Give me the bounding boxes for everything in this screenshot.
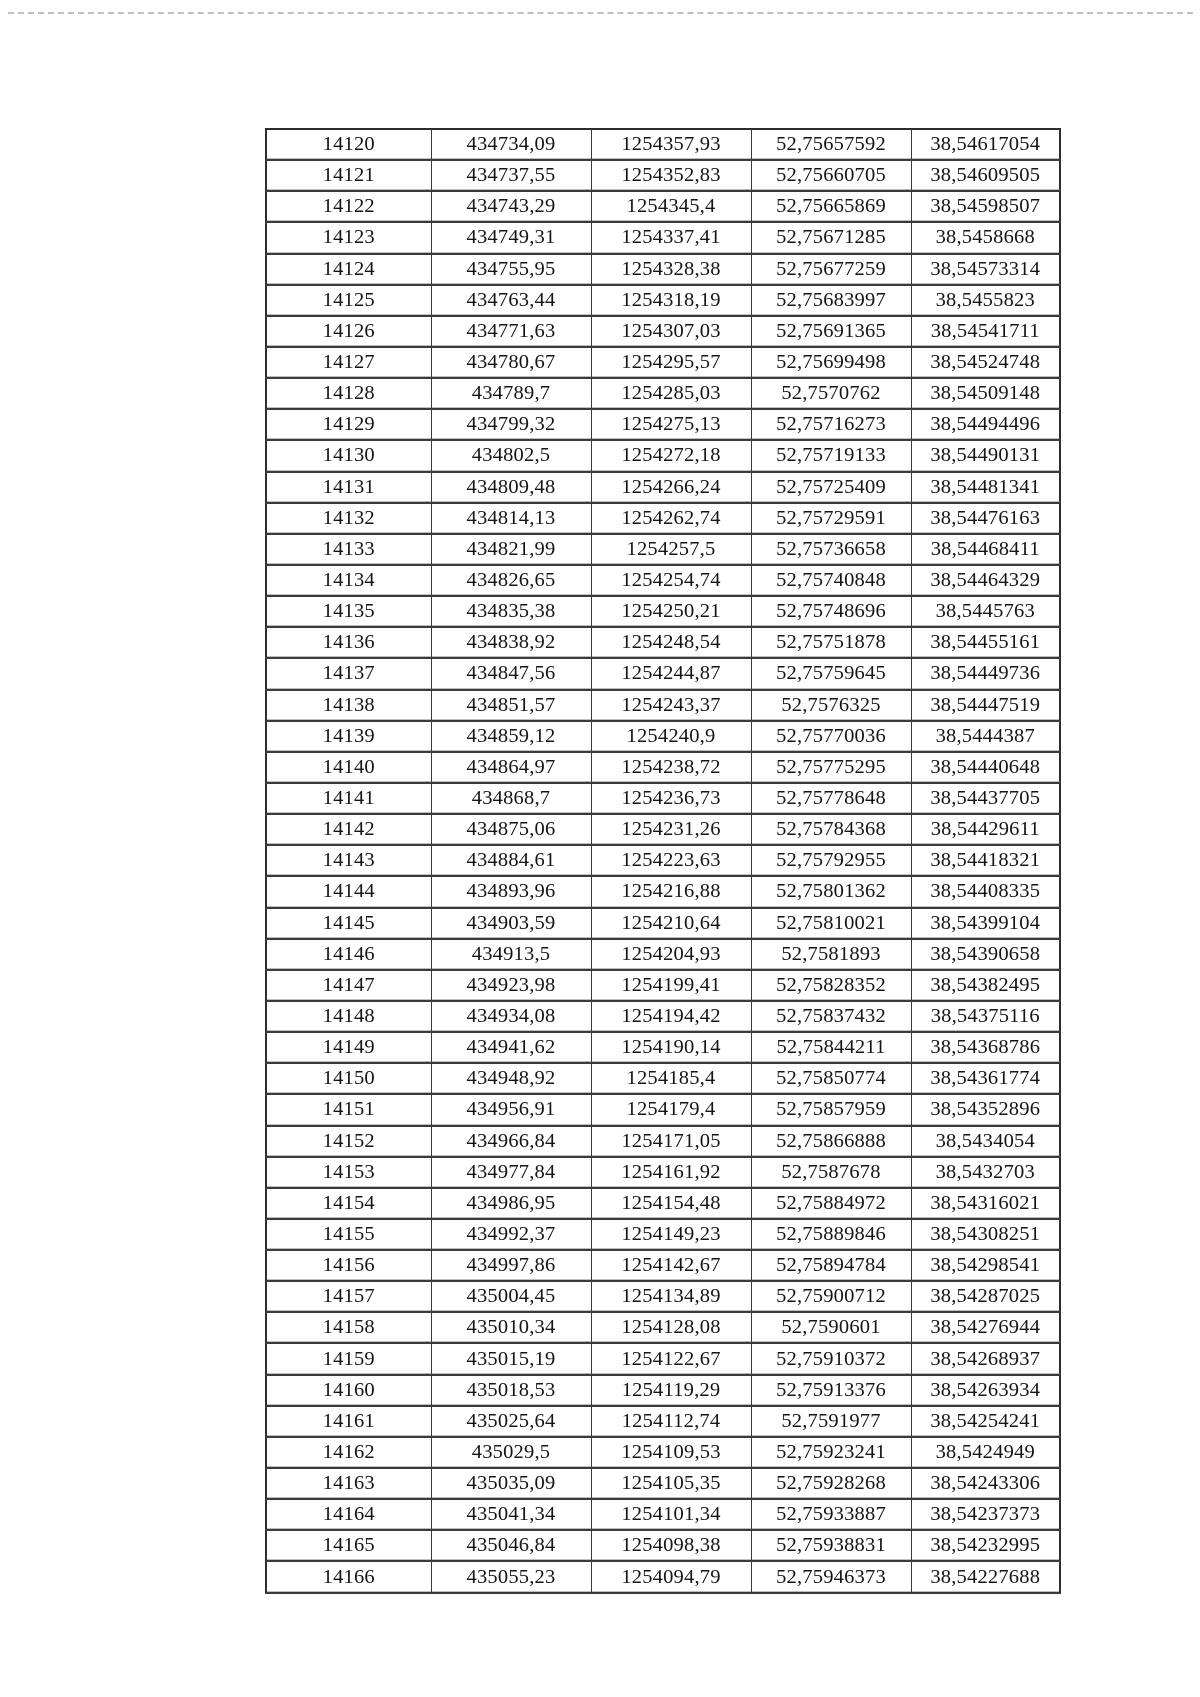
table-row [266, 752, 1060, 783]
cell-x-coordinate: 434875,06 [431, 814, 591, 845]
cell-longitude: 38,5444387 [911, 721, 1060, 752]
cell-y-coordinate: 1254098,38 [591, 1530, 751, 1561]
cell-longitude: 38,54447519 [911, 690, 1060, 721]
cell-longitude: 38,54464329 [911, 565, 1060, 596]
cell-point-number: 14130 [266, 440, 431, 471]
cell-longitude: 38,5455823 [911, 285, 1060, 316]
cell-latitude: 52,75778648 [751, 783, 911, 814]
cell-x-coordinate: 434814,13 [431, 503, 591, 534]
cell-longitude: 38,54598507 [911, 191, 1060, 222]
cell-x-coordinate: 434903,59 [431, 908, 591, 939]
cell-point-number: 14129 [266, 409, 431, 440]
cell-latitude: 52,75671285 [751, 222, 911, 253]
cell-latitude: 52,75683997 [751, 285, 911, 316]
cell-latitude: 52,75866888 [751, 1126, 911, 1157]
cell-x-coordinate: 434913,5 [431, 939, 591, 970]
cell-point-number: 14157 [266, 1281, 431, 1312]
cell-x-coordinate: 434934,08 [431, 1001, 591, 1032]
cell-longitude: 38,5434054 [911, 1126, 1060, 1157]
cell-y-coordinate: 1254240,9 [591, 721, 751, 752]
cell-x-coordinate: 434734,09 [431, 129, 591, 160]
cell-y-coordinate: 1254357,93 [591, 129, 751, 160]
cell-point-number: 14158 [266, 1312, 431, 1343]
cell-x-coordinate: 434859,12 [431, 721, 591, 752]
cell-latitude: 52,75716273 [751, 409, 911, 440]
cell-longitude: 38,54481341 [911, 472, 1060, 503]
cell-latitude: 52,7570762 [751, 378, 911, 409]
cell-y-coordinate: 1254231,26 [591, 814, 751, 845]
cell-longitude: 38,54468411 [911, 534, 1060, 565]
table-row [266, 627, 1060, 658]
cell-latitude: 52,75933887 [751, 1499, 911, 1530]
cell-x-coordinate: 434893,96 [431, 876, 591, 907]
table-row [266, 970, 1060, 1001]
cell-x-coordinate: 434763,44 [431, 285, 591, 316]
cell-point-number: 14159 [266, 1343, 431, 1374]
cell-y-coordinate: 1254272,18 [591, 440, 751, 471]
cell-latitude: 52,75770036 [751, 721, 911, 752]
cell-longitude: 38,54316021 [911, 1188, 1060, 1219]
cell-y-coordinate: 1254204,93 [591, 939, 751, 970]
cell-x-coordinate: 434884,61 [431, 845, 591, 876]
table-row [266, 316, 1060, 347]
cell-longitude: 38,54455161 [911, 627, 1060, 658]
cell-longitude: 38,54227688 [911, 1561, 1060, 1593]
cell-latitude: 52,75784368 [751, 814, 911, 845]
cell-x-coordinate: 434956,91 [431, 1094, 591, 1125]
table-row [266, 939, 1060, 970]
table-row [266, 908, 1060, 939]
cell-y-coordinate: 1254171,05 [591, 1126, 751, 1157]
cell-point-number: 14122 [266, 191, 431, 222]
cell-longitude: 38,54399104 [911, 908, 1060, 939]
cell-latitude: 52,7576325 [751, 690, 911, 721]
cell-point-number: 14145 [266, 908, 431, 939]
cell-y-coordinate: 1254337,41 [591, 222, 751, 253]
table-row [266, 1219, 1060, 1250]
cell-x-coordinate: 435004,45 [431, 1281, 591, 1312]
cell-y-coordinate: 1254179,4 [591, 1094, 751, 1125]
cell-point-number: 14149 [266, 1032, 431, 1063]
cell-point-number: 14162 [266, 1437, 431, 1468]
cell-x-coordinate: 434737,55 [431, 160, 591, 191]
cell-y-coordinate: 1254094,79 [591, 1561, 751, 1593]
cell-longitude: 38,54390658 [911, 939, 1060, 970]
cell-y-coordinate: 1254352,83 [591, 160, 751, 191]
cell-x-coordinate: 434755,95 [431, 254, 591, 285]
cell-y-coordinate: 1254101,34 [591, 1499, 751, 1530]
cell-longitude: 38,54494496 [911, 409, 1060, 440]
table-row [266, 160, 1060, 191]
cell-latitude: 52,75699498 [751, 347, 911, 378]
cell-longitude: 38,54276944 [911, 1312, 1060, 1343]
cell-longitude: 38,54361774 [911, 1063, 1060, 1094]
cell-y-coordinate: 1254142,67 [591, 1250, 751, 1281]
table-row [266, 129, 1060, 160]
cell-x-coordinate: 434966,84 [431, 1126, 591, 1157]
table-row [266, 1312, 1060, 1343]
cell-point-number: 14126 [266, 316, 431, 347]
cell-y-coordinate: 1254134,89 [591, 1281, 751, 1312]
cell-latitude: 52,75884972 [751, 1188, 911, 1219]
cell-longitude: 38,54418321 [911, 845, 1060, 876]
cell-x-coordinate: 434864,97 [431, 752, 591, 783]
cell-y-coordinate: 1254254,74 [591, 565, 751, 596]
cell-y-coordinate: 1254238,72 [591, 752, 751, 783]
table-row [266, 658, 1060, 689]
cell-x-coordinate: 434838,92 [431, 627, 591, 658]
cell-latitude: 52,75857959 [751, 1094, 911, 1125]
cell-point-number: 14156 [266, 1250, 431, 1281]
cell-latitude: 52,75837432 [751, 1001, 911, 1032]
cell-x-coordinate: 435029,5 [431, 1437, 591, 1468]
cell-y-coordinate: 1254257,5 [591, 534, 751, 565]
cell-x-coordinate: 434847,56 [431, 658, 591, 689]
cell-longitude: 38,54509148 [911, 378, 1060, 409]
table-row [266, 347, 1060, 378]
cell-x-coordinate: 434802,5 [431, 440, 591, 471]
table-row [266, 254, 1060, 285]
cell-longitude: 38,54287025 [911, 1281, 1060, 1312]
cell-x-coordinate: 434749,31 [431, 222, 591, 253]
cell-longitude: 38,54298541 [911, 1250, 1060, 1281]
cell-x-coordinate: 434923,98 [431, 970, 591, 1001]
cell-latitude: 52,75889846 [751, 1219, 911, 1250]
cell-longitude: 38,54541711 [911, 316, 1060, 347]
cell-x-coordinate: 434986,95 [431, 1188, 591, 1219]
cell-latitude: 52,75900712 [751, 1281, 911, 1312]
table-row [266, 534, 1060, 565]
cell-point-number: 14152 [266, 1126, 431, 1157]
cell-point-number: 14165 [266, 1530, 431, 1561]
cell-y-coordinate: 1254199,41 [591, 970, 751, 1001]
table-row [266, 1499, 1060, 1530]
cell-latitude: 52,75828352 [751, 970, 911, 1001]
cell-x-coordinate: 434997,86 [431, 1250, 591, 1281]
cell-y-coordinate: 1254161,92 [591, 1157, 751, 1188]
cell-x-coordinate: 435035,09 [431, 1468, 591, 1499]
cell-longitude: 38,54617054 [911, 129, 1060, 160]
cell-latitude: 52,75751878 [751, 627, 911, 658]
cell-latitude: 52,7591977 [751, 1406, 911, 1437]
table-row [266, 440, 1060, 471]
cell-longitude: 38,54429611 [911, 814, 1060, 845]
cell-longitude: 38,54490131 [911, 440, 1060, 471]
table-row [266, 378, 1060, 409]
table-row [266, 1437, 1060, 1468]
cell-point-number: 14124 [266, 254, 431, 285]
cell-point-number: 14161 [266, 1406, 431, 1437]
cell-point-number: 14143 [266, 845, 431, 876]
cell-y-coordinate: 1254295,57 [591, 347, 751, 378]
cell-longitude: 38,5432703 [911, 1157, 1060, 1188]
cell-point-number: 14127 [266, 347, 431, 378]
cell-latitude: 52,75748696 [751, 596, 911, 627]
cell-longitude: 38,54368786 [911, 1032, 1060, 1063]
cell-latitude: 52,75759645 [751, 658, 911, 689]
cell-y-coordinate: 1254248,54 [591, 627, 751, 658]
table-row [266, 1343, 1060, 1374]
cell-y-coordinate: 1254243,37 [591, 690, 751, 721]
cell-y-coordinate: 1254250,21 [591, 596, 751, 627]
table-row [266, 1530, 1060, 1561]
cell-y-coordinate: 1254266,24 [591, 472, 751, 503]
cell-longitude: 38,54232995 [911, 1530, 1060, 1561]
table-row [266, 814, 1060, 845]
coordinate-table-body [266, 129, 1060, 1593]
cell-y-coordinate: 1254262,74 [591, 503, 751, 534]
cell-point-number: 14164 [266, 1499, 431, 1530]
cell-y-coordinate: 1254128,08 [591, 1312, 751, 1343]
cell-latitude: 52,75928268 [751, 1468, 911, 1499]
cell-point-number: 14153 [266, 1157, 431, 1188]
cell-latitude: 52,75665869 [751, 191, 911, 222]
cell-latitude: 52,75923241 [751, 1437, 911, 1468]
cell-point-number: 14138 [266, 690, 431, 721]
table-row [266, 845, 1060, 876]
cell-x-coordinate: 434821,99 [431, 534, 591, 565]
cell-longitude: 38,54268937 [911, 1343, 1060, 1374]
cell-longitude: 38,5424949 [911, 1437, 1060, 1468]
cell-y-coordinate: 1254210,64 [591, 908, 751, 939]
cell-latitude: 52,75844211 [751, 1032, 911, 1063]
cell-latitude: 52,75894784 [751, 1250, 911, 1281]
cell-point-number: 14144 [266, 876, 431, 907]
cell-longitude: 38,54237373 [911, 1499, 1060, 1530]
table-row [266, 472, 1060, 503]
table-row [266, 1406, 1060, 1437]
cell-latitude: 52,75736658 [751, 534, 911, 565]
cell-latitude: 52,75910372 [751, 1343, 911, 1374]
cell-point-number: 14128 [266, 378, 431, 409]
cell-latitude: 52,75946373 [751, 1561, 911, 1593]
cell-longitude: 38,54476163 [911, 503, 1060, 534]
cell-latitude: 52,75691365 [751, 316, 911, 347]
cell-latitude: 52,7590601 [751, 1312, 911, 1343]
cell-point-number: 14166 [266, 1561, 431, 1593]
table-row [266, 1250, 1060, 1281]
cell-point-number: 14151 [266, 1094, 431, 1125]
cell-x-coordinate: 434826,65 [431, 565, 591, 596]
cell-point-number: 14139 [266, 721, 431, 752]
cell-x-coordinate: 435055,23 [431, 1561, 591, 1593]
cell-point-number: 14125 [266, 285, 431, 316]
cell-longitude: 38,54382495 [911, 970, 1060, 1001]
cell-x-coordinate: 434789,7 [431, 378, 591, 409]
cell-point-number: 14121 [266, 160, 431, 191]
scan-artifact-dashed-line [8, 12, 1193, 14]
cell-latitude: 52,75740848 [751, 565, 911, 596]
cell-longitude: 38,5458668 [911, 222, 1060, 253]
cell-x-coordinate: 434743,29 [431, 191, 591, 222]
cell-point-number: 14155 [266, 1219, 431, 1250]
cell-latitude: 52,75719133 [751, 440, 911, 471]
cell-point-number: 14147 [266, 970, 431, 1001]
cell-y-coordinate: 1254190,14 [591, 1032, 751, 1063]
table-row [266, 876, 1060, 907]
cell-y-coordinate: 1254223,63 [591, 845, 751, 876]
cell-x-coordinate: 434941,62 [431, 1032, 591, 1063]
cell-longitude: 38,54440648 [911, 752, 1060, 783]
cell-point-number: 14123 [266, 222, 431, 253]
cell-y-coordinate: 1254345,4 [591, 191, 751, 222]
cell-latitude: 52,75792955 [751, 845, 911, 876]
cell-longitude: 38,54609505 [911, 160, 1060, 191]
cell-latitude: 52,75657592 [751, 129, 911, 160]
cell-y-coordinate: 1254216,88 [591, 876, 751, 907]
cell-y-coordinate: 1254194,42 [591, 1001, 751, 1032]
table-row [266, 503, 1060, 534]
cell-point-number: 14135 [266, 596, 431, 627]
cell-x-coordinate: 434948,92 [431, 1063, 591, 1094]
cell-y-coordinate: 1254122,67 [591, 1343, 751, 1374]
cell-longitude: 38,54254241 [911, 1406, 1060, 1437]
cell-y-coordinate: 1254154,48 [591, 1188, 751, 1219]
cell-point-number: 14154 [266, 1188, 431, 1219]
cell-point-number: 14137 [266, 658, 431, 689]
cell-latitude: 52,75850774 [751, 1063, 911, 1094]
cell-x-coordinate: 434868,7 [431, 783, 591, 814]
cell-y-coordinate: 1254105,35 [591, 1468, 751, 1499]
cell-point-number: 14131 [266, 472, 431, 503]
cell-point-number: 14120 [266, 129, 431, 160]
table-row [266, 690, 1060, 721]
table-row [266, 1281, 1060, 1312]
cell-longitude: 38,54437705 [911, 783, 1060, 814]
table-row [266, 721, 1060, 752]
table-row [266, 285, 1060, 316]
cell-point-number: 14148 [266, 1001, 431, 1032]
cell-latitude: 52,75938831 [751, 1530, 911, 1561]
cell-y-coordinate: 1254109,53 [591, 1437, 751, 1468]
cell-y-coordinate: 1254275,13 [591, 409, 751, 440]
cell-x-coordinate: 435015,19 [431, 1343, 591, 1374]
table-row [266, 1188, 1060, 1219]
table-row [266, 1157, 1060, 1188]
cell-latitude: 52,75725409 [751, 472, 911, 503]
table-row [266, 1468, 1060, 1499]
table-row [266, 1126, 1060, 1157]
table-row [266, 1561, 1060, 1593]
cell-point-number: 14150 [266, 1063, 431, 1094]
cell-x-coordinate: 435046,84 [431, 1530, 591, 1561]
cell-x-coordinate: 434992,37 [431, 1219, 591, 1250]
cell-x-coordinate: 434799,32 [431, 409, 591, 440]
cell-x-coordinate: 434851,57 [431, 690, 591, 721]
table-row [266, 409, 1060, 440]
cell-x-coordinate: 435010,34 [431, 1312, 591, 1343]
table-row [266, 783, 1060, 814]
cell-point-number: 14160 [266, 1375, 431, 1406]
cell-y-coordinate: 1254307,03 [591, 316, 751, 347]
cell-y-coordinate: 1254149,23 [591, 1219, 751, 1250]
table-row [266, 1094, 1060, 1125]
cell-point-number: 14163 [266, 1468, 431, 1499]
table-row [266, 1375, 1060, 1406]
cell-latitude: 52,75775295 [751, 752, 911, 783]
cell-latitude: 52,75801362 [751, 876, 911, 907]
cell-point-number: 14136 [266, 627, 431, 658]
cell-x-coordinate: 434835,38 [431, 596, 591, 627]
table-row [266, 222, 1060, 253]
cell-y-coordinate: 1254285,03 [591, 378, 751, 409]
cell-point-number: 14132 [266, 503, 431, 534]
cell-longitude: 38,54408335 [911, 876, 1060, 907]
cell-point-number: 14140 [266, 752, 431, 783]
cell-point-number: 14142 [266, 814, 431, 845]
table-row [266, 191, 1060, 222]
cell-y-coordinate: 1254119,29 [591, 1375, 751, 1406]
cell-x-coordinate: 434771,63 [431, 316, 591, 347]
cell-x-coordinate: 435041,34 [431, 1499, 591, 1530]
cell-longitude: 38,54524748 [911, 347, 1060, 378]
cell-x-coordinate: 434977,84 [431, 1157, 591, 1188]
cell-longitude: 38,54375116 [911, 1001, 1060, 1032]
table-row [266, 1001, 1060, 1032]
cell-latitude: 52,75660705 [751, 160, 911, 191]
cell-point-number: 14134 [266, 565, 431, 596]
table-row [266, 1063, 1060, 1094]
cell-longitude: 38,54573314 [911, 254, 1060, 285]
cell-y-coordinate: 1254244,87 [591, 658, 751, 689]
cell-y-coordinate: 1254112,74 [591, 1406, 751, 1437]
cell-x-coordinate: 435025,64 [431, 1406, 591, 1437]
cell-longitude: 38,5445763 [911, 596, 1060, 627]
cell-longitude: 38,54243306 [911, 1468, 1060, 1499]
table-row [266, 596, 1060, 627]
cell-longitude: 38,54449736 [911, 658, 1060, 689]
cell-point-number: 14141 [266, 783, 431, 814]
cell-y-coordinate: 1254328,38 [591, 254, 751, 285]
cell-y-coordinate: 1254236,73 [591, 783, 751, 814]
cell-longitude: 38,54263934 [911, 1375, 1060, 1406]
cell-latitude: 52,75913376 [751, 1375, 911, 1406]
cell-latitude: 52,7581893 [751, 939, 911, 970]
cell-latitude: 52,7587678 [751, 1157, 911, 1188]
cell-y-coordinate: 1254318,19 [591, 285, 751, 316]
cell-latitude: 52,75729591 [751, 503, 911, 534]
cell-point-number: 14133 [266, 534, 431, 565]
cell-latitude: 52,75810021 [751, 908, 911, 939]
cell-x-coordinate: 435018,53 [431, 1375, 591, 1406]
table-row [266, 565, 1060, 596]
cell-x-coordinate: 434780,67 [431, 347, 591, 378]
cell-longitude: 38,54352896 [911, 1094, 1060, 1125]
cell-x-coordinate: 434809,48 [431, 472, 591, 503]
cell-latitude: 52,75677259 [751, 254, 911, 285]
table-row [266, 1032, 1060, 1063]
coordinate-table [265, 128, 1061, 1594]
cell-y-coordinate: 1254185,4 [591, 1063, 751, 1094]
cell-longitude: 38,54308251 [911, 1219, 1060, 1250]
cell-point-number: 14146 [266, 939, 431, 970]
